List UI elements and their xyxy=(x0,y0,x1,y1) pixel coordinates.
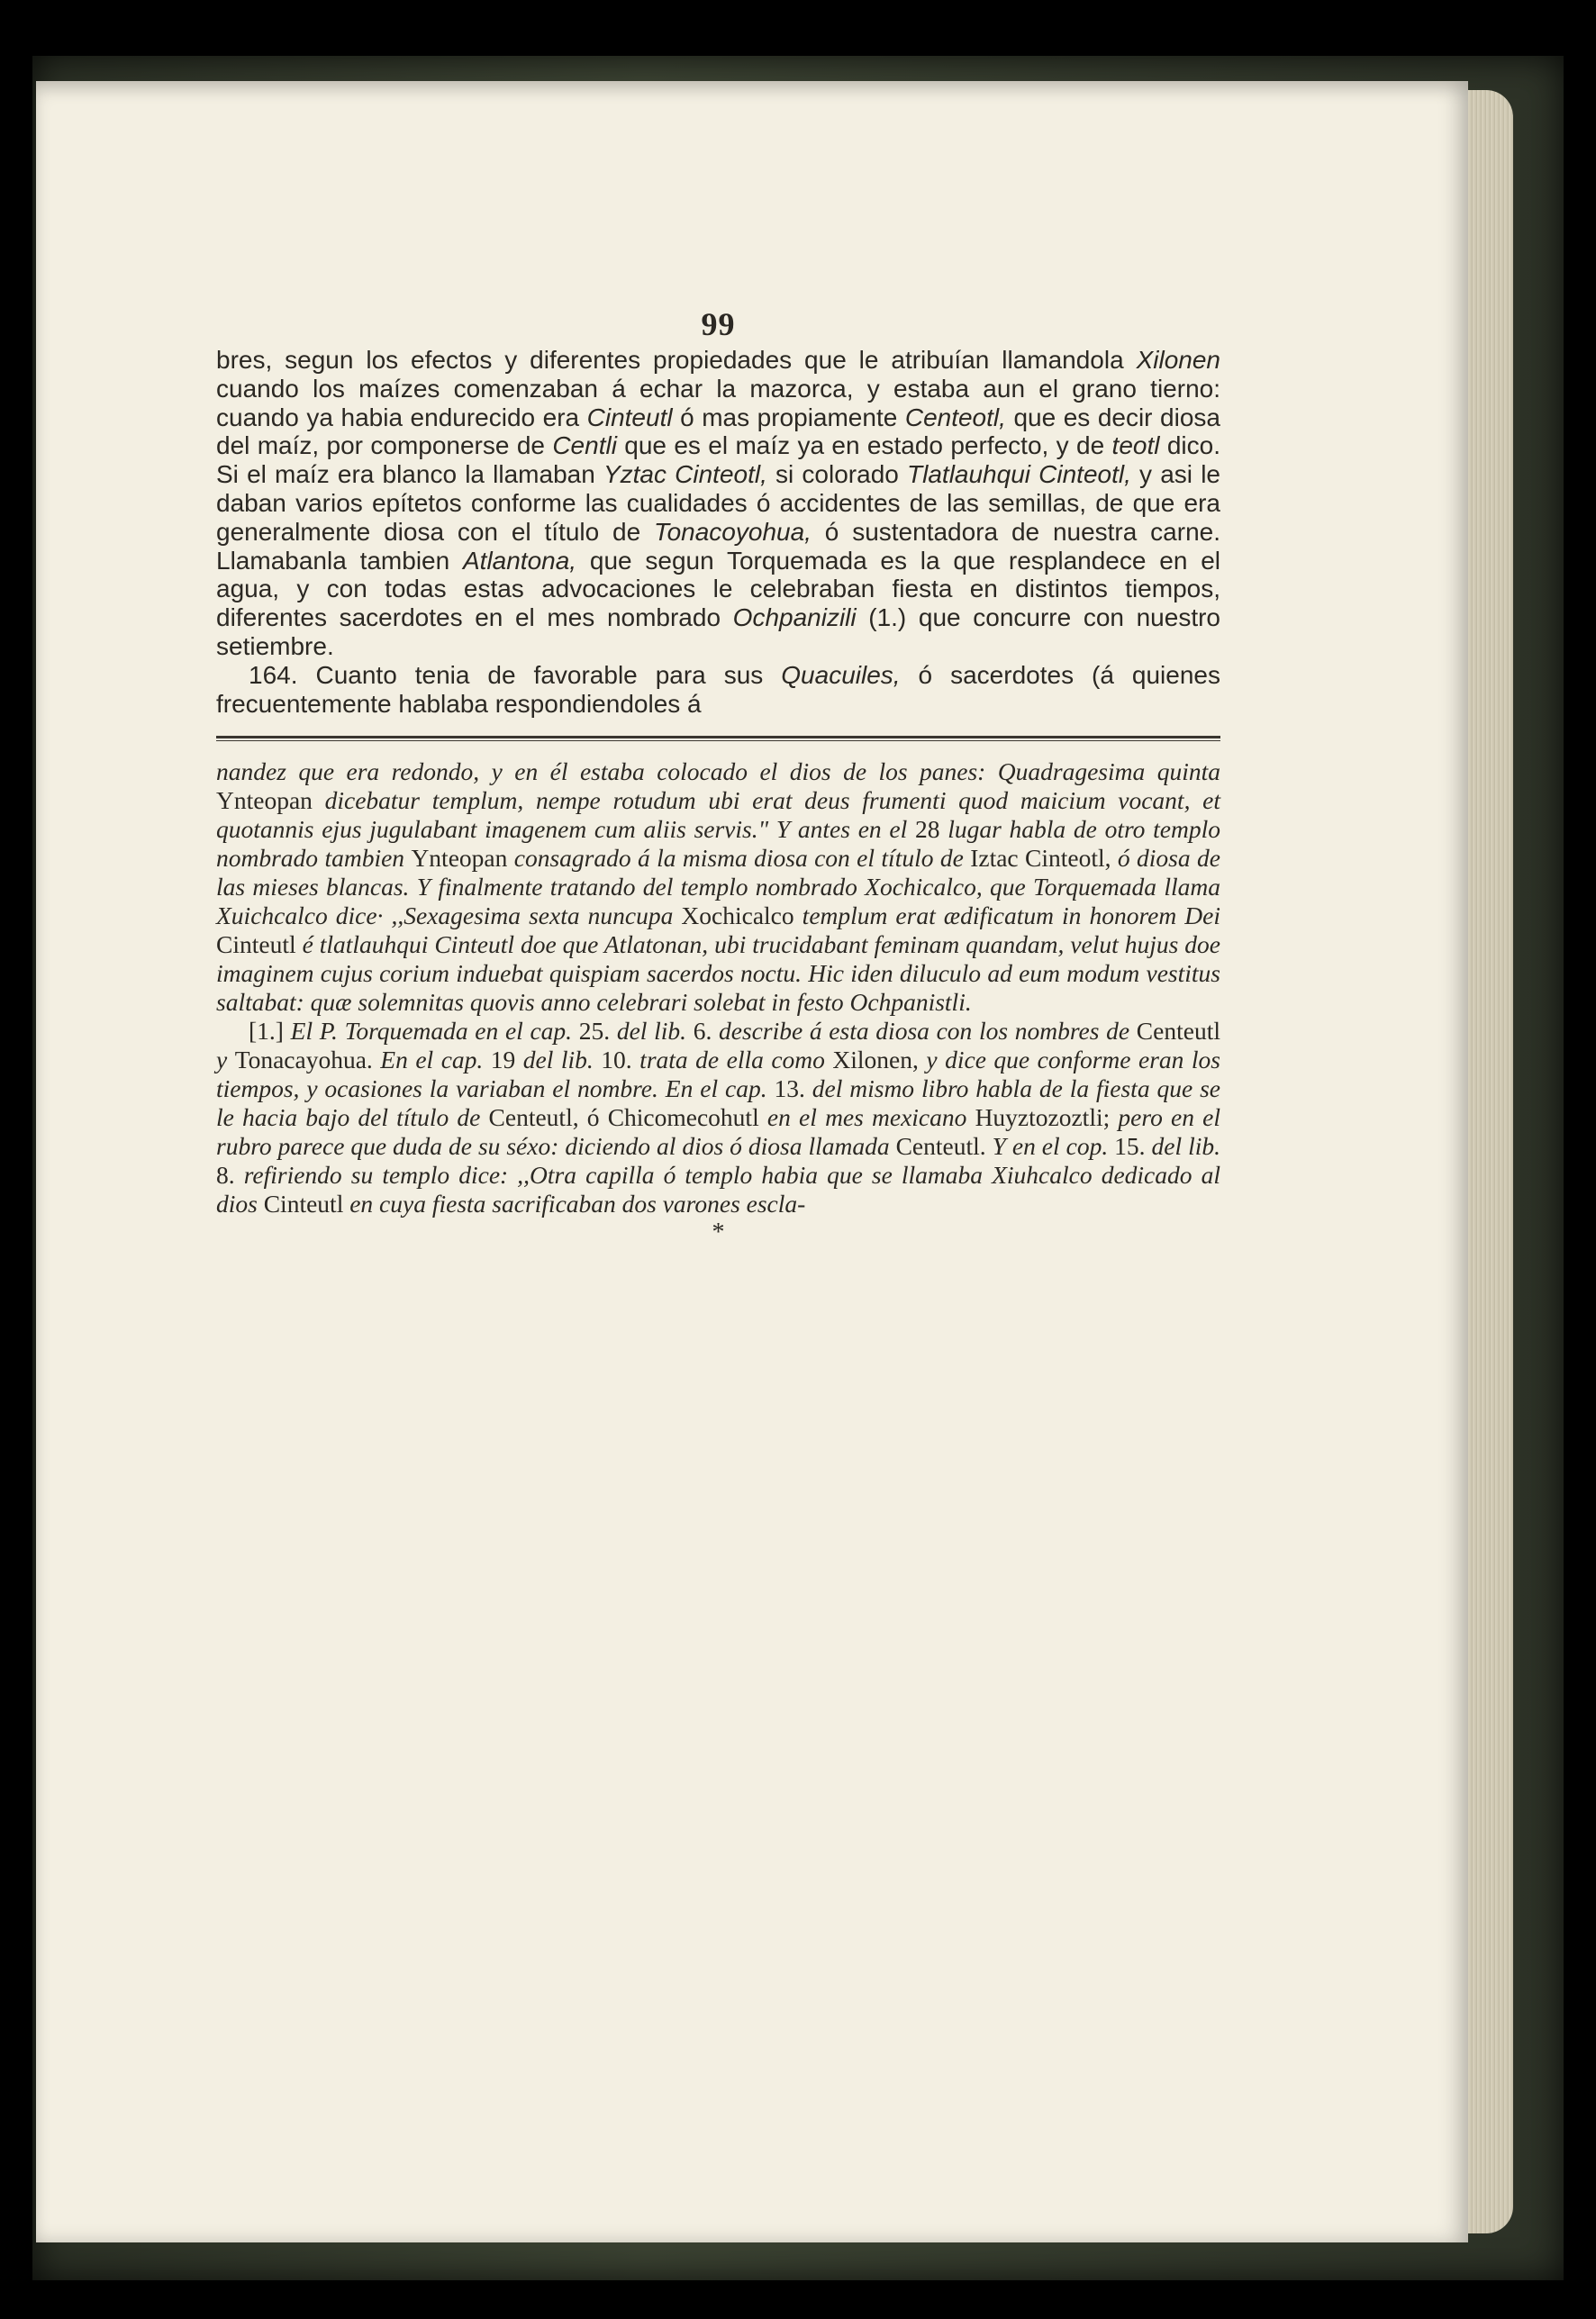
italic-run: pero en el rubro parece que duda de su séxo: diciendo al dios ó diosa llamada xyxy=(216,1103,1220,1161)
text-run: bres, segun los efectos y diferentes propiedades que le atribuían llamandola xyxy=(216,346,1137,374)
text-run: Tonacayohua. xyxy=(234,1046,373,1074)
signature-mark: * xyxy=(712,1218,725,1247)
italic-run: consagrado á la misma diosa con el título de xyxy=(507,844,971,873)
footnotes xyxy=(216,757,1220,1218)
body-text xyxy=(216,346,1220,718)
text-run: Huyztozoztli; xyxy=(975,1103,1111,1132)
text-run: Centeutl xyxy=(1136,1017,1220,1046)
text-run: Xochicalco xyxy=(681,901,794,930)
text-run: ó mas propiamente xyxy=(672,403,905,431)
text-run: y asi le daban varios epítetos conforme las cualidades ó accidentes de las semillas, de que era generalmente diosa con el título de xyxy=(216,460,1220,546)
text-run: Centeutl. xyxy=(895,1132,986,1161)
book-page xyxy=(36,81,1468,2242)
italic-run: describe á esta diosa con los nombres de xyxy=(712,1017,1137,1046)
italic-run: lugar habla de otro templo nombrado tambien xyxy=(216,815,1220,873)
italic-run: ó diosa de las mieses blancas. Y finalmente tratando del templo nombrado Xochicalco, que Torquemada llama Xuichcalco dice· ,,Sexagesima sexta nuncupa xyxy=(216,844,1220,930)
text-run: Centeutl, ó Chicomecohutl xyxy=(488,1103,759,1132)
italic-run: Xilonen xyxy=(1136,346,1220,374)
text-run: que es el maíz ya en estado perfecto, y de xyxy=(616,431,1112,460)
text-run: que es decir diosa del maíz, por componerse de xyxy=(216,403,1220,460)
paragraph-main xyxy=(216,346,1220,661)
italic-run: y xyxy=(216,1046,235,1074)
text-run: 25. xyxy=(578,1017,611,1046)
italic-run: Atlantona, xyxy=(462,546,577,575)
text-run: Ynteopan xyxy=(411,844,508,873)
italic-run: Tonacoyohua, xyxy=(654,517,812,546)
text-block xyxy=(216,306,1220,1246)
text-run: Cinteutl xyxy=(216,930,296,959)
text-run: que segun Torquemada es la que resplandece en el agua, y con todas estas advocaciones le celebraban fiesta en distintos tiempos, diferentes sacerdotes en el mes nombrado xyxy=(216,546,1220,632)
text-run: 10. xyxy=(601,1046,632,1074)
footnote-rule xyxy=(216,736,1220,741)
text-run: ó sustentadora de nuestra carne. Llamabanla tambien xyxy=(216,517,1221,575)
italic-run: Y en el cop. xyxy=(985,1132,1115,1161)
italic-run: teotl xyxy=(1111,431,1160,460)
footnote-1 xyxy=(216,1017,1220,1218)
text-run: 15. xyxy=(1114,1132,1146,1161)
italic-run: é tlatlauhqui Cinteutl doe que Atlatonan, ubi trucidabant feminam quandam, velut hujus doe imaginem cujus corium induebat quispiam sacerdos noctu. Hic iden diluculo ad eum modum vestitus saltabat: quæ solemnitas quovis anno celebrari solebat in festo Ochpanistli. xyxy=(216,930,1220,1017)
text-run: Ynteopan xyxy=(216,786,313,815)
text-run: (1.) que concurre con nuestro setiembre. xyxy=(216,603,1220,660)
italic-run: refiriendo su templo dice: ,,Otra capilla ó templo habia que se llamaba Xiuhcalco dedicado al dios xyxy=(216,1161,1220,1218)
text-run: 13. xyxy=(774,1074,805,1103)
page-number: 99 xyxy=(701,306,736,342)
italic-run: Tlatlauhqui Cinteotl, xyxy=(907,460,1131,489)
paragraph-164 xyxy=(216,661,1220,719)
italic-run: del lib. xyxy=(1145,1132,1220,1161)
italic-run: Cinteutl xyxy=(586,403,673,431)
italic-run: y dice que conforme eran los tiempos, y ocasiones la variaban el nombre. En el cap. xyxy=(216,1046,1220,1103)
text-run: [1.] xyxy=(249,1017,284,1046)
text-run: 19 xyxy=(490,1046,516,1074)
text-run: dico. Si el maíz era blanco la llamaban xyxy=(216,431,1220,489)
italic-run: El P. Torquemada en el cap. xyxy=(283,1017,579,1046)
italic-run: templum erat ædificatum in honorem Dei xyxy=(793,901,1220,930)
text-run: 164. Cuanto tenia de favorable para sus xyxy=(249,660,782,689)
italic-run: En el cap. xyxy=(372,1046,491,1074)
text-run: 8. xyxy=(216,1161,235,1190)
italic-run: dicebatur templum, nempe rotudum ubi erat deus frumenti quod maicium vocant, et quotannis ejus jugulabant imagenem cum aliis servis." Y antes en el xyxy=(216,786,1220,844)
italic-run: en cuya fiesta sacrificaban dos varones escla- xyxy=(343,1190,806,1218)
text-run: Iztac Cinteotl, xyxy=(970,844,1111,873)
text-run: 28 xyxy=(914,815,940,844)
text-run: 6. xyxy=(693,1017,712,1046)
italic-run: Centli xyxy=(552,431,617,460)
text-run: Cinteutl xyxy=(263,1190,344,1218)
italic-run: del lib. xyxy=(610,1017,694,1046)
italic-run: del lib. xyxy=(515,1046,602,1074)
italic-run: trata de ella como xyxy=(631,1046,833,1074)
italic-run: nandez que era redondo, y en él estaba colocado el dios de los panes: Quadragesima quinta xyxy=(216,757,1220,786)
italic-run: en el mes mexicano xyxy=(758,1103,975,1132)
text-run: si colorado xyxy=(766,460,908,489)
italic-run: Quacuiles, xyxy=(781,660,901,689)
italic-run: Yztac Cinteotl, xyxy=(603,460,767,489)
text-run: Xilonen, xyxy=(832,1046,919,1074)
italic-run: del mismo libro habla de la fiesta que se le hacia bajo del título de xyxy=(216,1074,1220,1132)
italic-run: Ochpanizili xyxy=(732,603,857,632)
text-run: ó sacerdotes (á quienes frecuentemente hablaba respondiendoles á xyxy=(216,660,1220,718)
italic-run: Centeotl, xyxy=(904,403,1006,431)
text-run: cuando los maízes comenzaban á echar la mazorca, y estaba aun el grano tierno: cuando ya habia endurecido era xyxy=(216,374,1220,431)
footnote-continuation xyxy=(216,757,1220,1017)
